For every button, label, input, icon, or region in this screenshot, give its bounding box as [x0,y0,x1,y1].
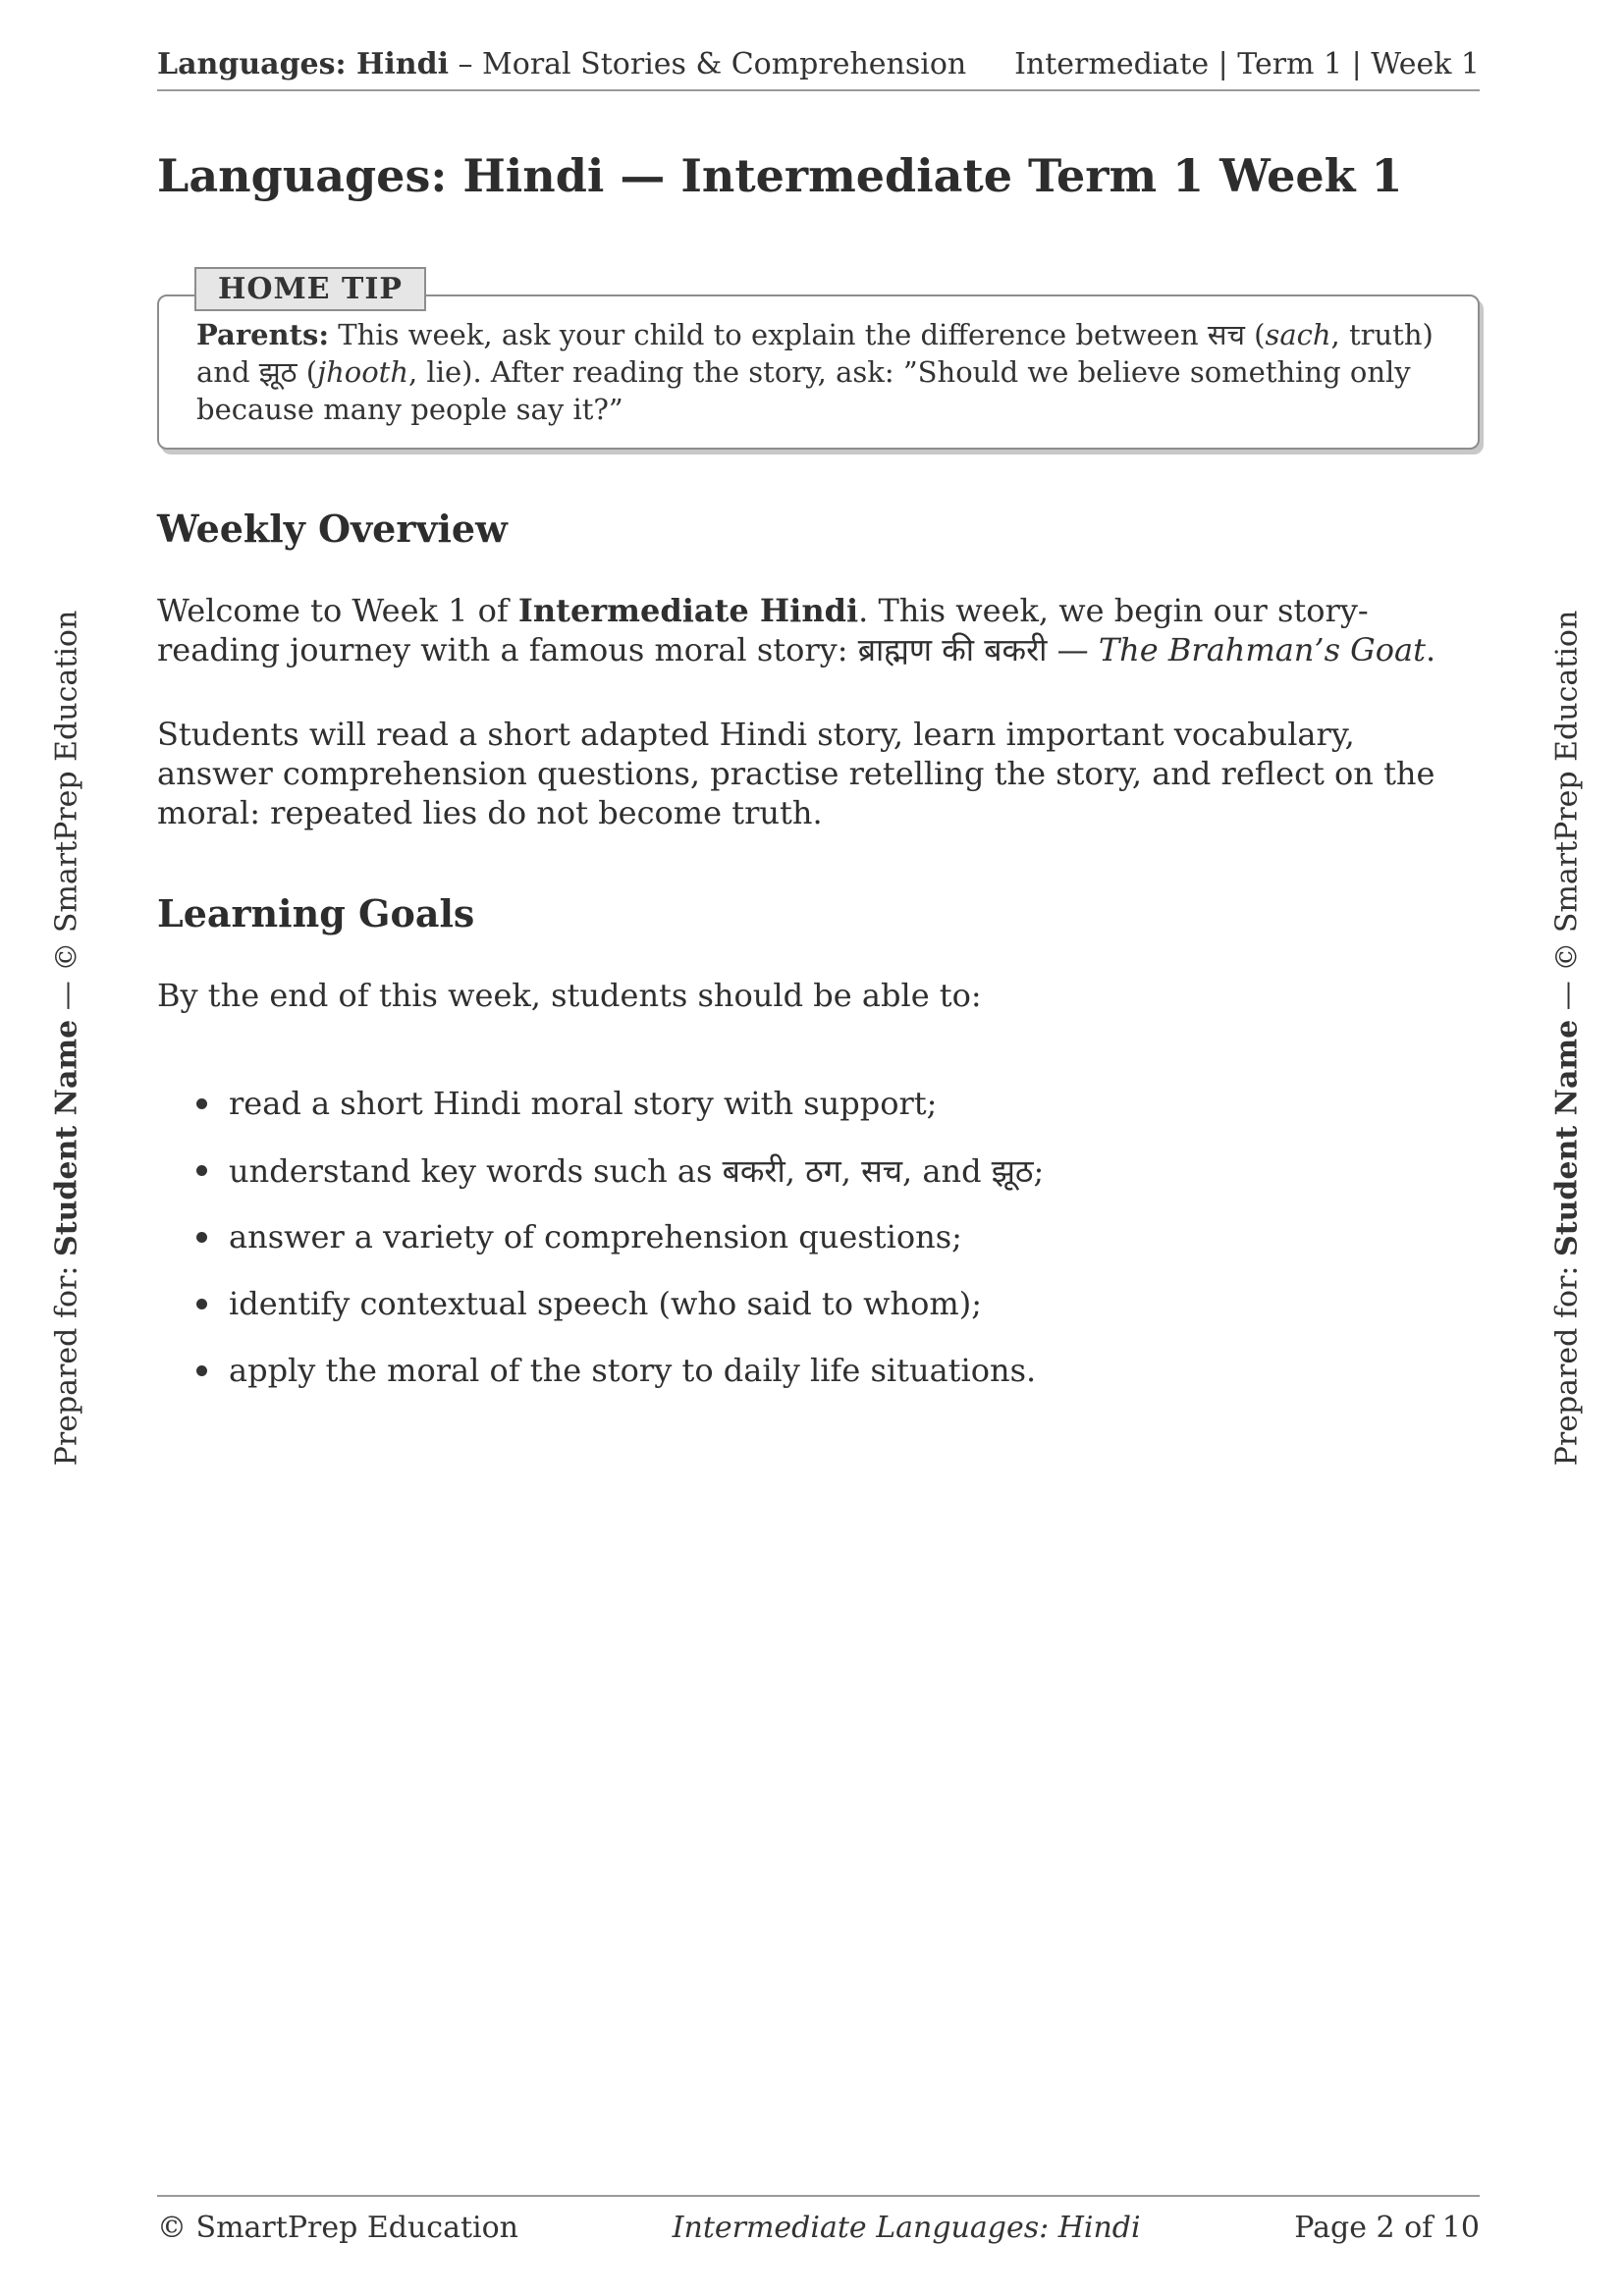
page-number: Page 2 of 10 [1294,2211,1480,2245]
footer-course: Intermediate Languages: Hindi [672,2211,1141,2245]
list-item: read a short Hindi moral story with support; [196,1070,1473,1137]
overview-paragraph-2: Students will read a short adapted Hindi story, learn important vocabulary, answer comprehension questions, practise retelling the story, and reflect on the moral: repeated lies do not become truth. [157,716,1435,831]
side-margin-label-right: Prepared for: Student Name — © SmartPrep Education [1549,610,1585,1467]
list-item: understand key words such as बकरी, ठग, सच, and झूठ; [196,1137,1473,1203]
header-subject: Languages: Hindi [157,47,449,81]
list-item: apply the moral of the story to daily life situations. [196,1337,1473,1404]
footer-copyright: © SmartPrep Education [157,2211,518,2245]
bullet-icon [196,1365,207,1376]
side-margin-label-left: Prepared for: Student Name — © SmartPrep Education [49,610,84,1467]
running-header [157,47,1480,91]
list-item: answer a variety of comprehension questions; [196,1203,1473,1270]
bullet-icon [196,1165,207,1176]
header-right: Intermediate | Term 1 | Week 1 [1014,47,1480,81]
overview-heading: Weekly Overview [157,507,508,551]
page-footer [157,2195,1480,2245]
home-tip-label: HOME TIP [194,267,426,311]
header-left [157,47,966,81]
bullet-icon [196,1299,207,1309]
bullet-icon [196,1232,207,1243]
home-tip-text: Parents: This week, ask your child to explain the difference between सच (sach, truth) and झूठ (jhooth, lie). After reading the story, ask: ”Should we believe something only because many people say it?” [196,318,1434,426]
goals-list [196,1070,1473,1404]
goals-intro: By the end of this week, students should be able to: [157,977,982,1014]
list-item: identify contextual speech (who said to whom); [196,1270,1473,1337]
page-title: Languages: Hindi — Intermediate Term 1 Week 1 [157,149,1403,202]
bullet-icon [196,1098,207,1109]
goals-heading: Learning Goals [157,891,475,935]
header-topic: – Moral Stories & Comprehension [448,47,967,81]
overview-paragraph-1: Welcome to Week 1 of Intermediate Hindi. This week, we begin our story-reading journey with a famous moral story: ब्राह्मण की बकरी — The Brahman’s Goat. [157,592,1436,668]
